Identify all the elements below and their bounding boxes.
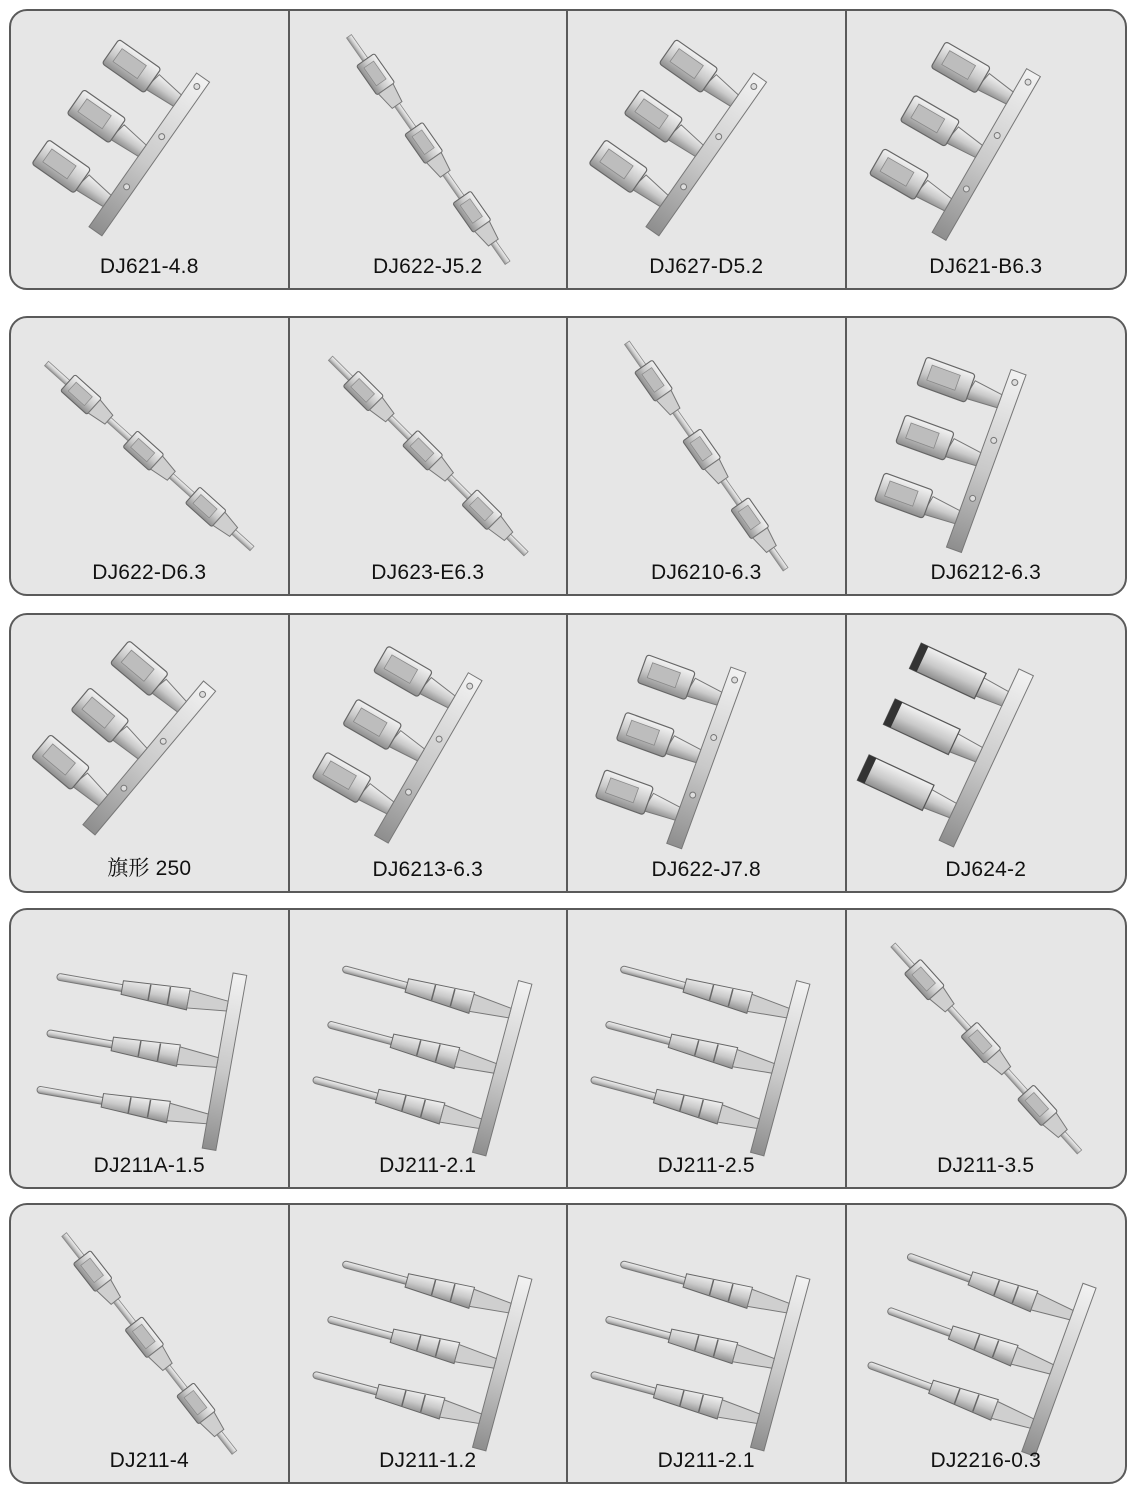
product-label: DJ6210-6.3 bbox=[650, 561, 762, 584]
product-card bbox=[568, 615, 847, 891]
inline-female-terminal-strip-icon bbox=[568, 318, 845, 594]
product-card bbox=[568, 318, 847, 594]
product-group-2 bbox=[9, 316, 1127, 596]
inline-pin-terminal-strip-icon bbox=[11, 1205, 288, 1482]
product-card bbox=[568, 1205, 847, 1482]
male-pin-terminal-strip-icon bbox=[568, 910, 845, 1187]
product-card bbox=[847, 910, 1126, 1187]
product-label: DJ622-J5.2 bbox=[373, 255, 483, 278]
product-label: DJ211-1.2 bbox=[379, 1449, 477, 1472]
product-card bbox=[11, 1205, 290, 1482]
inline-female-terminal-strip-icon bbox=[290, 11, 567, 288]
product-label: 旗形 250 bbox=[107, 857, 192, 880]
inline-female-terminal-strip-icon bbox=[11, 318, 288, 594]
product-label: DJ621-B6.3 bbox=[929, 255, 1043, 278]
product-group-5 bbox=[9, 1203, 1127, 1484]
product-label: DJ211-3.5 bbox=[937, 1154, 1035, 1177]
female-pin-terminal-strip-icon bbox=[847, 1205, 1126, 1482]
male-pin-terminal-strip-icon bbox=[11, 910, 288, 1187]
product-label: DJ211A-1.5 bbox=[93, 1154, 205, 1177]
product-card bbox=[290, 318, 569, 594]
female-quick-disconnect-strip-icon bbox=[568, 11, 845, 288]
product-label: DJ2216-0.3 bbox=[930, 1449, 1042, 1472]
product-label: DJ623-E6.3 bbox=[371, 561, 485, 584]
inline-female-terminal-strip-icon bbox=[290, 318, 567, 594]
product-card bbox=[290, 910, 569, 1187]
female-quick-disconnect-strip-icon bbox=[847, 11, 1126, 288]
female-quick-disconnect-strip-icon bbox=[290, 615, 567, 891]
product-label: DJ211-2.5 bbox=[657, 1154, 755, 1177]
product-group-3 bbox=[9, 613, 1127, 893]
product-card bbox=[290, 11, 569, 288]
female-quick-disconnect-strip-icon bbox=[847, 318, 1126, 594]
product-label: DJ211-4 bbox=[109, 1449, 189, 1472]
product-card bbox=[11, 318, 290, 594]
product-card bbox=[568, 11, 847, 288]
female-quick-disconnect-strip-icon bbox=[568, 615, 845, 891]
female-pin-terminal-strip-icon bbox=[568, 1205, 845, 1482]
product-card bbox=[847, 318, 1126, 594]
product-card bbox=[11, 11, 290, 288]
product-label: DJ211-2.1 bbox=[657, 1449, 755, 1472]
product-card bbox=[290, 615, 569, 891]
product-label: DJ627-D5.2 bbox=[649, 255, 764, 278]
product-label: DJ6213-6.3 bbox=[372, 858, 484, 881]
product-group-4 bbox=[9, 908, 1127, 1189]
female-quick-disconnect-strip-icon bbox=[11, 11, 288, 288]
product-label: DJ622-J7.8 bbox=[651, 858, 761, 881]
product-label: DJ6212-6.3 bbox=[930, 561, 1042, 584]
male-pin-terminal-strip-icon bbox=[290, 910, 567, 1187]
box-terminal-strip-icon bbox=[847, 615, 1126, 891]
product-card bbox=[568, 910, 847, 1187]
inline-pin-terminal-strip-icon bbox=[847, 910, 1126, 1187]
product-card bbox=[11, 615, 290, 891]
product-card bbox=[847, 1205, 1126, 1482]
flag-terminal-strip-icon bbox=[11, 615, 288, 891]
product-card bbox=[847, 615, 1126, 891]
female-pin-terminal-strip-icon bbox=[290, 1205, 567, 1482]
product-card bbox=[847, 11, 1126, 288]
product-label: DJ624-2 bbox=[945, 858, 1027, 881]
product-label: DJ621-4.8 bbox=[99, 255, 199, 278]
product-card bbox=[11, 910, 290, 1187]
product-label: DJ211-2.1 bbox=[379, 1154, 477, 1177]
product-card bbox=[290, 1205, 569, 1482]
product-group-1 bbox=[9, 9, 1127, 290]
product-label: DJ622-D6.3 bbox=[92, 561, 207, 584]
